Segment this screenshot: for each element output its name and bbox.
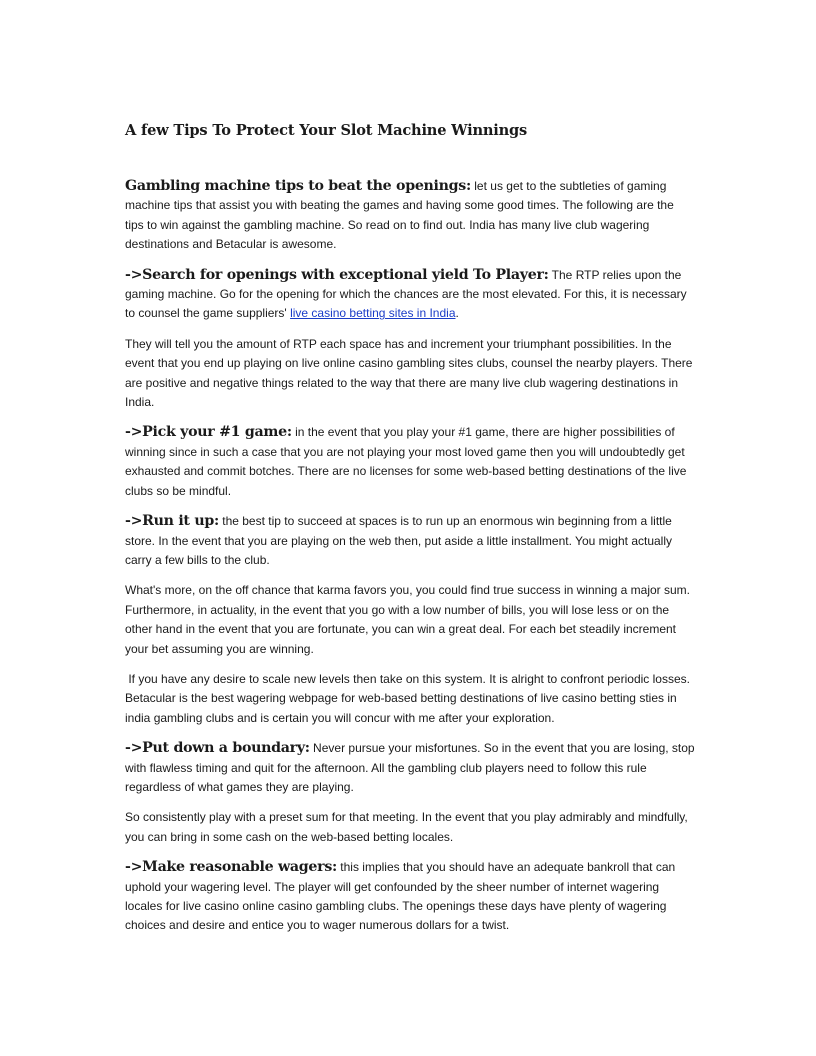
paragraph-text: let us get to the subtleties of gaming machine tips that assist you with beating the games and having some good times. The following are the tips to win against the gambling machine. So read on to find out. India has many live club wagering destinations and Betacular is awesome. [125, 179, 674, 252]
paragraph-reasonable-wagers [125, 858, 695, 936]
section-heading: Gambling machine tips to beat the openings: [125, 178, 471, 194]
paragraph-text: in the event that you play your #1 game, there are higher possibilities of winning since in such a case that you are not playing your most loved game then you will undoubtedly get exhausted and commit botches. There are no licenses for some web-based betting destinations of the live clubs so be mindful. [125, 425, 687, 498]
paragraph-boundary [125, 739, 695, 797]
paragraph-text: The RTP relies upon the gaming machine. Go for the opening for which the chances are the most elevated. For this, it is necessary to counsel the game suppliers' [125, 267, 687, 321]
section-heading: ->Put down a boundary: [125, 740, 310, 757]
paragraph-text: this implies that you should have an adequate bankroll that can uphold your wagering level. The player will get confounded by the sheer number of internet wagering locales for live casino online casino gambling clubs. The openings these days have plenty of wagering choices and desire and entice you to wager numerous dollars for a twist. [125, 860, 676, 933]
paragraph-pick-game [125, 423, 695, 501]
document-body [125, 121, 695, 936]
live-casino-link[interactable]: live casino betting sites in India [290, 306, 456, 321]
section-heading: ->Run it up: [125, 513, 219, 530]
paragraph-run-it-up [125, 512, 695, 570]
paragraph-rtp-info: They will tell you the amount of RTP each space has and increment your triumphant possibilities. In the event that you end up playing on live online casino gambling sites clubs, counsel the nearby players. There are positive and negative things related to the way that there are many live club wagering destinations in India. [125, 336, 693, 410]
paragraph-search-openings: ->Search for openings with exceptional yield To Player: The RTP relies upon the gaming machine. Go for the opening for which the chances are the most elevated. For this, it is necessary to counsel the game suppliers' live casino betting sites in India. [125, 266, 687, 321]
paragraph-text: Never pursue your misfortunes. So in the event that you are losing, stop with flawless timing and quit for the afternoon. All the gambling club players need to follow this rule regardless of what games they are playing. [125, 741, 695, 794]
paragraph-gambling-tips [125, 177, 695, 255]
paragraph-preset-sum: So consistently play with a preset sum for that meeting. In the event that you play admirably and mindfully, you can bring in some cash on the web-based betting locales. [125, 810, 688, 844]
paragraph-text: the best tip to succeed at spaces is to run up an enormous win beginning from a little store. In the event that you are playing on the web then, put aside a little installment. You might actually carry a few bills to the club. [125, 514, 673, 567]
page-title: A few Tips To Protect Your Slot Machine Winnings [125, 122, 528, 139]
paragraph-scale-levels: If you have any desire to scale new levels then take on this system. It is alright to confront periodic losses. Betacular is the best wagering webpage for web-based betting destinations of live casino betting sties in india gambling clubs and is certain you will concur with me after your exploration. [125, 671, 694, 725]
section-heading: ->Make reasonable wagers: [125, 859, 337, 876]
section-heading: ->Pick your #1 game: [125, 424, 292, 441]
paragraph-karma: What's more, on the off chance that karma favors you, you could find true success in winning a major sum. Furthermore, in actuality, in the event that you go with a low number of bills, you will lose less or on the other hand in the event that you are fortunate, you can win a great deal. For each bet steadily increment your bet assuming you are winning. [125, 583, 691, 656]
section-heading: ->Search for openings with exceptional yield To Player: [125, 266, 549, 283]
